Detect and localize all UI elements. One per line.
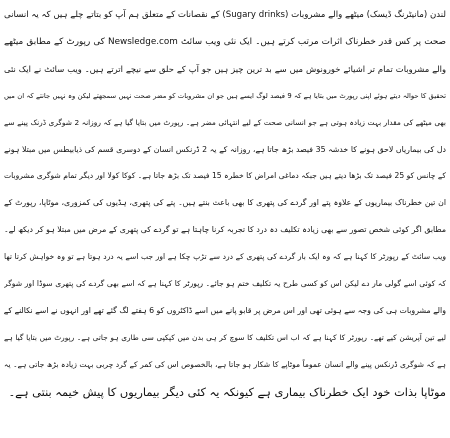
article-line: صحت پر کس قدر خطرناک اثرات مرتب کرتے ہیں۔ ایک نئی ویب سائٹ Newsledge.com کی رپورٹ کے مطابق میٹھے [4,36,446,47]
article-line: مطابق اگر کوئی شخص تصور سے بھی زیادہ تکلیف دہ درد کا تجربہ کرنا چاہتا ہے تو گردے کی پتھری کے مرض میں مبتلا ہو کر دیکھ لے۔ [4,225,446,235]
article-line: والے مشروبات ہی کی وجہ سے ہوئی تھی اور اس مرض پر قابو پانے میں اسے ڈاکٹروں کو 6 ہفتے لگ گئے تھے اور انہوں نے اسے نکالنے کے [4,305,446,315]
article-line: کہ کوئی اسے گولی مار دے لیکن اس کو کسی طرح یہ تکلیف ختم ہو جائے۔ رپورٹر کا کہنا ہے کہ اسے بھی گردے کی پتھری سوڈا اور شوگر [4,279,446,289]
article-line: تحقیق کا حوالہ دیتے ہوئے اپنی رپورٹ میں بتایا ہے کہ 9 فیصد لوگ ایسے ہیں جو ان مشروبات کو مضر صحت نہیں سمجھتے لیکن وہ نہیں جانتے کہ ان میں [4,91,446,100]
article-line: ان تین خطرناک بیماریوں کے علاوہ پتے اور گردے کی پتھری کا بھی باعث بنتے ہیں۔ پتے کی پتھری، ہڈیوں کی کمزوری، موٹاپا، رپورٹ کے [4,198,446,208]
article-line: ویب سائٹ کے رپورٹر کا کہنا ہے کہ وہ ایک بار گردے کی پتھری کے درد سے تڑپ چکا ہے اور جب اسے یہ درد ہوتا ہے تو وہ خواہش کرتا تھا [4,252,446,262]
article-line: والے مشروبات تمام تر اشیائے خورونوش میں سے بد ترین چیز ہیں جو آپ کے حلق سے نیچے اترتے ہیں۔ ویب سائٹ نے ایک نئی [4,63,446,74]
article-line: کے چانس کو 25 فیصد تک بڑھا دیتے ہیں جبکہ دماغی امراض کا خطرہ 15 فیصد تک بڑھ جاتا ہے۔ کوکا کولا اور دیگر تمام شوگری مشروبات [4,171,446,181]
article-line: لیے تین آپریشن کیے تھے۔ رپورٹر کا کہنا ہے کہ اب اس تکلیف کا سوچ کر ہی بدن میں کپکپی سی طاری ہو جاتی ہے۔ رپورٹ میں بتایا گیا ہے [4,332,446,342]
article-line: لندن (مانیٹرنگ ڈیسک) میٹھے والے مشروبات (Sugary drinks) کے نقصانات کے متعلق ہم آپ کو بتاتے چلے ہیں کہ یہ انسانی [4,10,446,20]
article-line: ہے کہ شوگری ڈرنکس پینے والے انسان عموماً موٹاپے کا شکار ہو جاتا ہے، بالخصوص اس کی کمر کے گرد چربی بہت زیادہ بڑھ جاتی ہے۔ یہ [4,359,446,369]
article-line: دل کی بیماریاں لاحق ہونے کا خدشہ 35 فیصد بڑھ جاتا ہے، روزانہ کے یہ 2 ڈرنکس انسان کے دوسری قسم کی ذیابیطس میں مبتلا ہونے [4,144,446,154]
article-line: بھی میٹھے کی مقدار بہت زیادہ ہوتی ہے جو انسانی صحت کے لیے انتہائی مضر ہے۔ رپورٹ میں بتایا گیا ہے کہ روزانہ 2 شوگری ڈرنک پینے سے [4,117,446,127]
article-body [4,2,446,436]
article-line-last: موٹاپا بذات خود ایک خطرناک بیماری ہے کیونکہ یہ کئی دیگر بیماریوں کا پیش خیمہ بنتی ہے۔ [8,384,446,399]
